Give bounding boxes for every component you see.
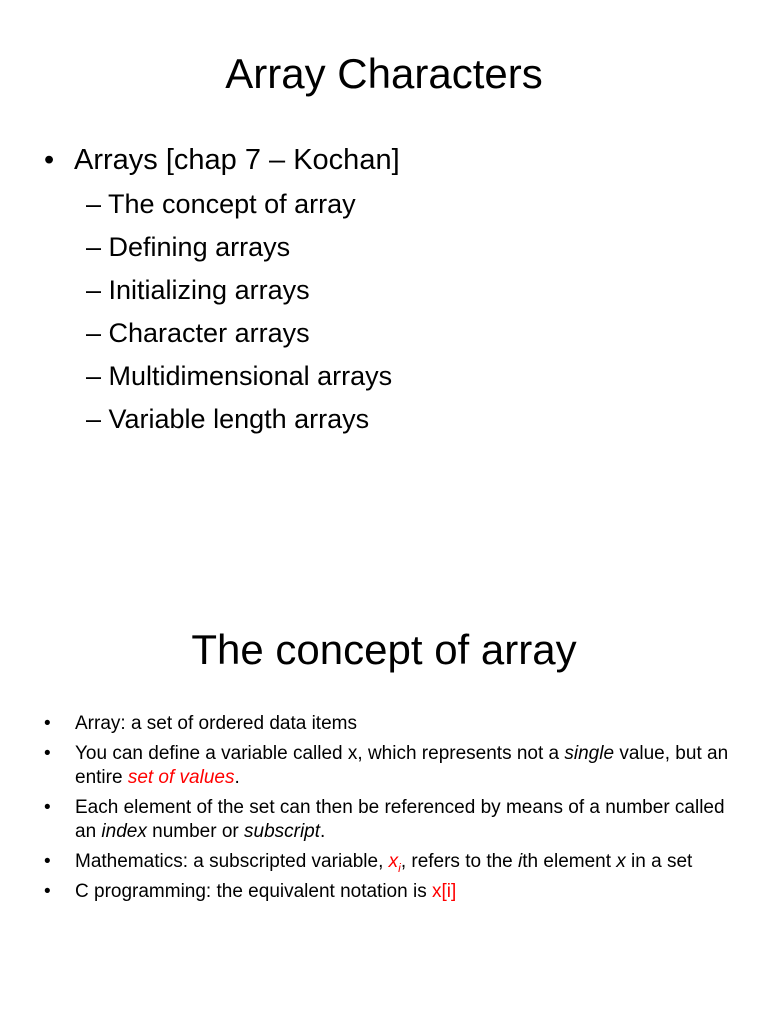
bullet-text: Array: a set of ordered data items <box>75 713 357 734</box>
bullet-mathematics <box>44 850 734 874</box>
highlight-code: x[i] <box>431 881 457 902</box>
bullet-text-part: . <box>320 821 326 842</box>
bullet-dot: • <box>44 713 51 734</box>
bullet-list <box>44 712 734 910</box>
italic-text: single <box>564 743 615 764</box>
bullet-dot: • <box>44 851 51 872</box>
sub-bullet-list <box>86 183 392 441</box>
bullet-text-part: in a set <box>625 851 693 872</box>
highlight-text: set of values <box>127 767 235 788</box>
bullet-text-part: , refers to the <box>400 851 519 872</box>
sub-bullet-item: – Initializing arrays <box>86 275 310 305</box>
slide-concept-of-array <box>0 512 768 1024</box>
sub-bullet-item: – The concept of array <box>86 189 356 219</box>
main-bullet-text: Arrays [chap 7 – Kochan] <box>74 144 400 176</box>
slide-title: Array Characters <box>225 50 543 97</box>
bullet-text-part: Mathematics: a subscripted variable, <box>75 851 389 872</box>
main-bullet <box>44 140 400 180</box>
bullet-text-part: value, but an entire <box>75 743 729 788</box>
bullet-text-part: . <box>234 767 240 788</box>
bullet-text-part: number or <box>146 821 244 842</box>
sub-bullet-item: – Character arrays <box>86 318 310 348</box>
italic-text: subscript <box>244 821 321 842</box>
bullet-c-programming <box>44 880 734 904</box>
bullet-dot: • <box>44 743 51 764</box>
bullet-variable-x <box>44 742 734 790</box>
italic-text: x <box>616 851 626 872</box>
sub-bullet-item: – Variable length arrays <box>86 404 370 434</box>
bullet-dot: • <box>44 881 51 902</box>
slide-title: The concept of array <box>191 626 577 673</box>
bullet-array-definition <box>44 712 734 736</box>
bullet-text-part: Each element of the set can then be referenced by means of a number called an <box>75 797 725 842</box>
italic-text: index <box>101 821 147 842</box>
italic-text: i <box>518 851 523 872</box>
bullet-text-part: C programming: the equivalent notation is <box>75 881 432 902</box>
bullet-dot: • <box>44 797 51 818</box>
sub-bullet-item: – Multidimensional arrays <box>86 361 393 391</box>
bullet-text-part: th element <box>522 851 617 872</box>
bullet-dot: • <box>44 144 55 176</box>
highlight-variable: x <box>388 851 399 872</box>
bullet-element-index <box>44 796 734 844</box>
highlight-subscript: i <box>398 860 401 875</box>
sub-bullet-item: – Defining arrays <box>86 232 291 262</box>
bullet-text-part: You can define a variable called x, which represents not a <box>75 743 565 764</box>
